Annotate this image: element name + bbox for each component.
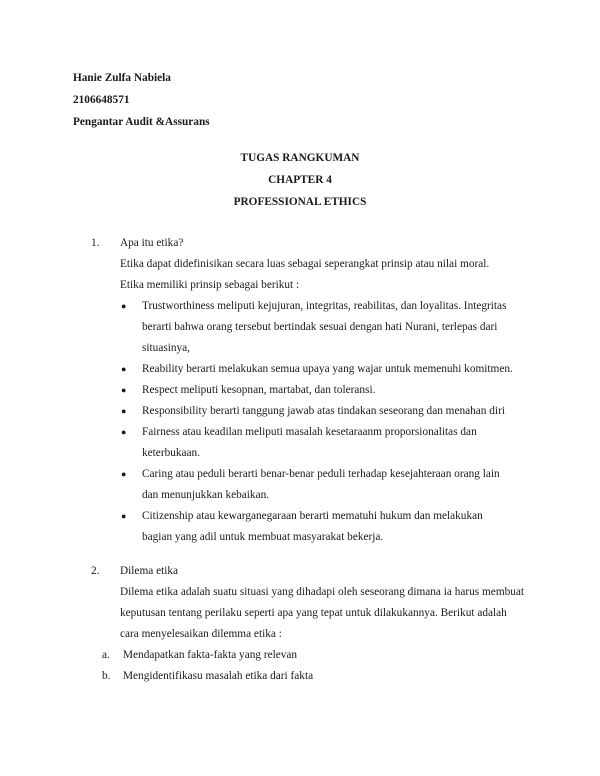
- section-2-paragraph-line: Dilema etika adalah suatu situasi yang dihadapi oleh seseorang dimana ia harus membuat: [120, 586, 525, 598]
- bullet-icon: ●: [121, 511, 127, 521]
- title-line-1: TUGAS RANGKUMAN: [240, 152, 360, 164]
- section-2-paragraph-line: cara menyelesaikan dilemma etika :: [120, 628, 282, 640]
- bullet-item-line: Reability berarti melakukan semua upaya yang wajar untuk memenuhi komitmen.: [142, 363, 513, 375]
- bullet-item-line: keterbukaan.: [142, 447, 201, 459]
- bullet-item-line: Respect meliputi kesopnan, martabat, dan toleransi.: [142, 384, 376, 396]
- bullet-item-line: Citizenship atau kewarganegaraan berarti mematuhi hukum dan melakukan: [142, 510, 483, 522]
- bullet-icon: ●: [121, 385, 127, 395]
- step-label: a.: [102, 649, 110, 661]
- section-1-number: 1.: [91, 237, 100, 249]
- bullet-icon: ●: [121, 427, 127, 437]
- bullet-item-line: Caring atau peduli berarti benar-benar peduli terhadap kesejahteraan orang lain: [142, 468, 500, 480]
- bullet-icon: ●: [121, 364, 127, 374]
- bullet-item-line: Trustworthiness meliputi kejujuran, integritas, reabilitas, dan loyalitas. Integritas: [142, 300, 507, 312]
- bullet-icon: ●: [121, 406, 127, 416]
- section-2-heading: Dilema etika: [120, 565, 179, 577]
- bullet-item-line: berarti bahwa orang tersebut bertindak sesuai dengan hati Nurani, terlepas dari: [142, 321, 498, 333]
- bullet-item-line: situasinya,: [142, 342, 191, 354]
- bullet-item-line: Fairness atau keadilan meliputi masalah kesetaraanm proporsionalitas dan: [142, 426, 477, 438]
- step-text: Mendapatkan fakta-fakta yang relevan: [123, 649, 298, 661]
- section-1-paragraph: Etika dapat didefinisikan secara luas sebagai seperangkat prinsip atau nilai moral.: [120, 258, 490, 270]
- author-name: Hanie Zulfa Nabiela: [73, 72, 171, 84]
- course-name: Pengantar Audit &Assurans: [73, 116, 210, 128]
- section-1-paragraph-intro: Etika memiliki prinsip sebagai berikut :: [120, 279, 300, 291]
- bullet-icon: ●: [121, 301, 127, 311]
- title-line-2: CHAPTER 4: [268, 174, 332, 186]
- step-text: Mengidentifikasu masalah etika dari fakta: [123, 670, 314, 682]
- student-id: 2106648571: [73, 94, 130, 106]
- section-2-number: 2.: [91, 565, 100, 577]
- bullet-icon: ●: [121, 469, 127, 479]
- section-2-paragraph-line: keputusan tentang perilaku seperti apa yang tepat untuk dilakukannya. Berikut adalah: [120, 607, 507, 619]
- bullet-item-line: Responsibility berarti tanggung jawab atas tindakan seseorang dan menahan diri: [142, 405, 505, 417]
- section-1-heading: Apa itu etika?: [120, 237, 184, 249]
- step-label: b.: [102, 670, 111, 682]
- bullet-item-line: bagian yang adil untuk membuat masyarakat bekerja.: [142, 531, 384, 543]
- bullet-item-line: dan menunjukkan kebaikan.: [142, 489, 270, 501]
- title-line-3: PROFESSIONAL ETHICS: [233, 196, 367, 208]
